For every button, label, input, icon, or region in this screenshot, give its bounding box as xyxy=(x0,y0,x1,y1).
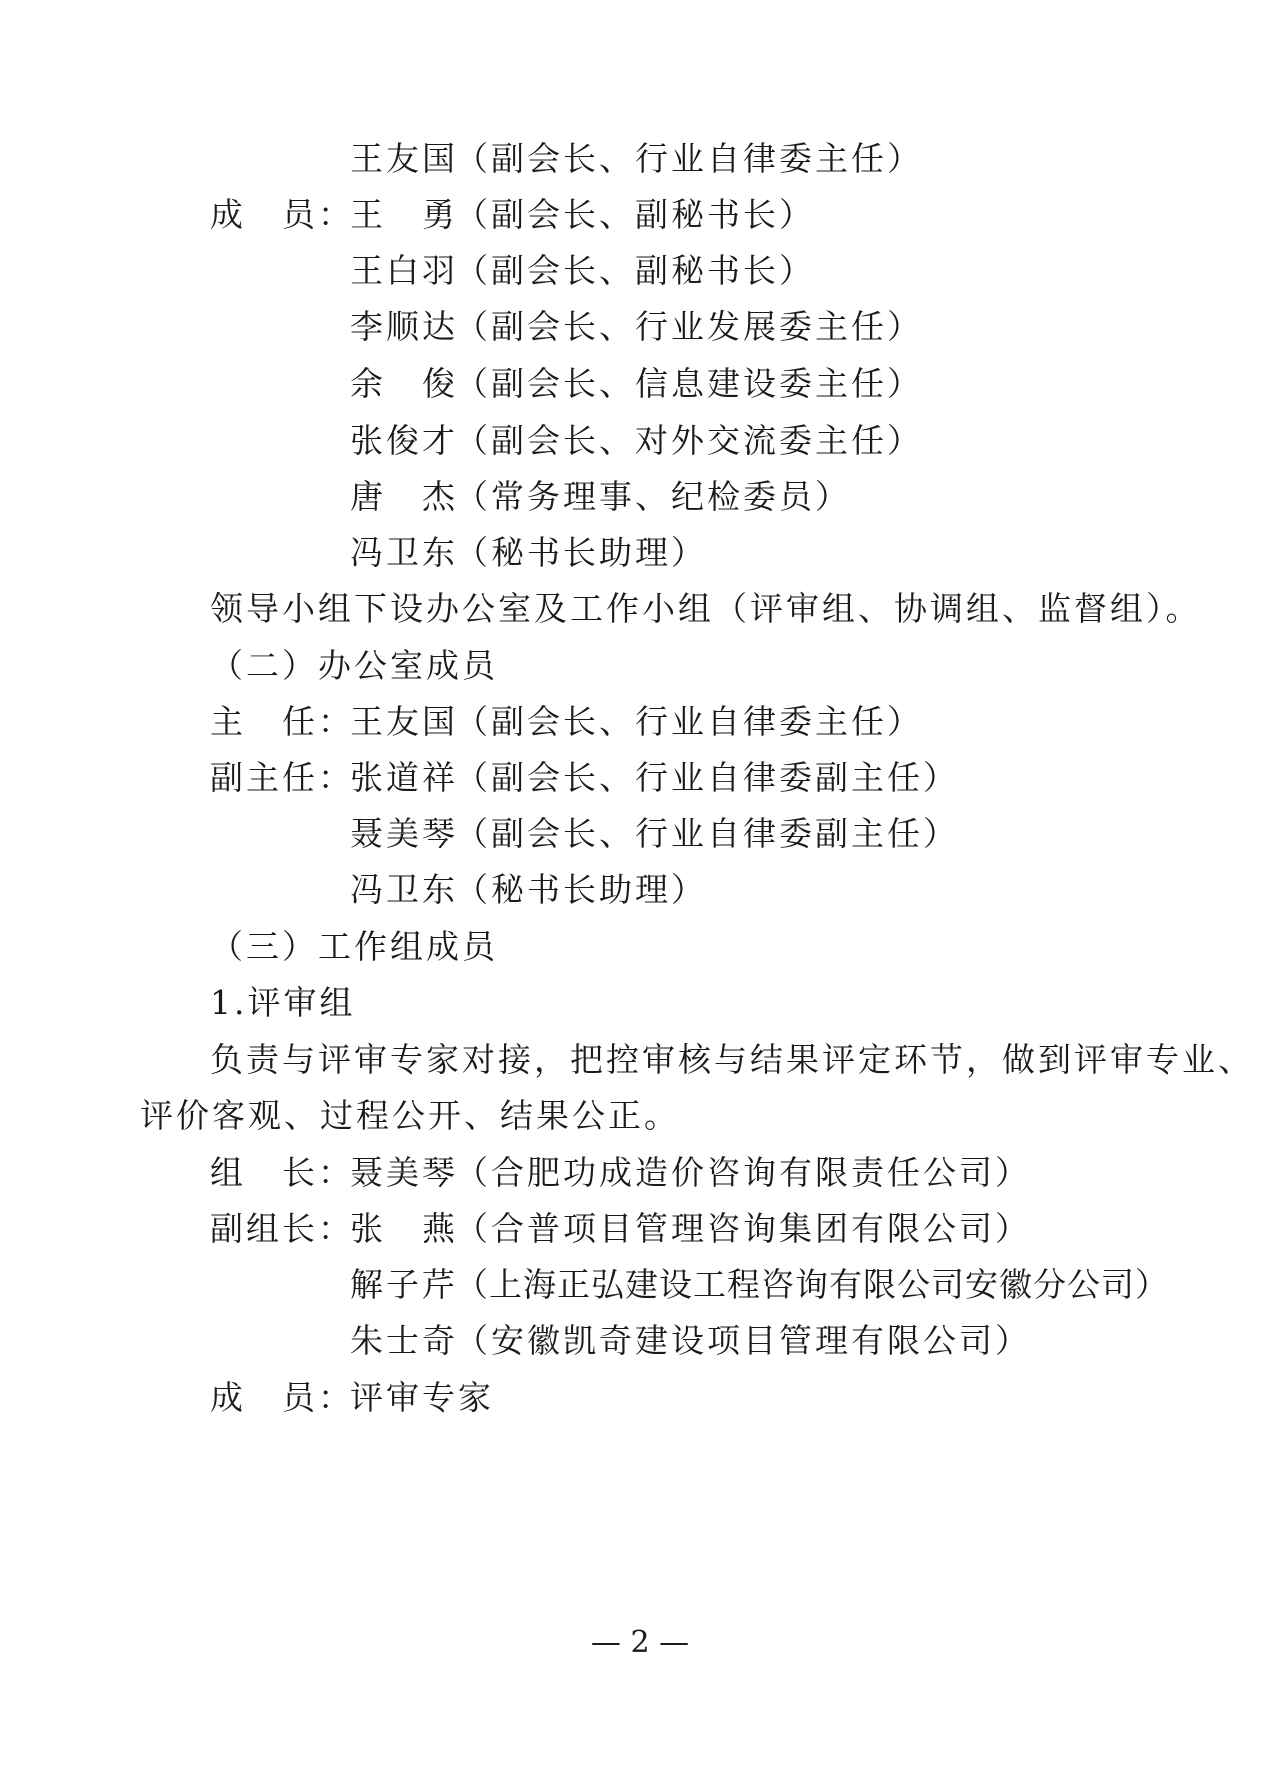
person-name: 张 燕 xyxy=(350,1209,458,1248)
role-label: 组 长： xyxy=(210,1153,354,1192)
person-name: 冯卫东 xyxy=(350,870,458,909)
role-label: 成 员： xyxy=(210,195,354,234)
person-role: （副会长、信息建设委主任） xyxy=(455,364,923,403)
person-org: （安徽凯奇建设项目管理有限公司） xyxy=(455,1321,1031,1360)
person-name: 朱士奇 xyxy=(350,1321,458,1360)
subsection-title: 1.评审组 xyxy=(210,983,356,1022)
person-role: （副会长、副秘书长） xyxy=(455,251,815,290)
person-name: 张俊才 xyxy=(350,421,458,460)
paragraph-line: 评价客观、过程公开、结果公正。 xyxy=(140,1096,680,1135)
person-name: 解子芹 xyxy=(350,1265,458,1304)
role-label: 成 员： xyxy=(210,1378,354,1417)
person-role: （副会长、对外交流委主任） xyxy=(455,421,923,460)
person-name: 李顺达 xyxy=(350,307,458,346)
person-role: （副会长、行业发展委主任） xyxy=(455,307,923,346)
person-name: 唐 杰 xyxy=(350,477,458,516)
person-name: 王白羽 xyxy=(350,251,458,290)
person-name: 聂美琴 xyxy=(350,814,458,853)
role-label: 副组长： xyxy=(210,1209,354,1248)
person-role: （副会长、行业自律委副主任） xyxy=(455,814,959,853)
person-role: （副会长、行业自律委主任） xyxy=(455,702,923,741)
person-name: 王友国 xyxy=(350,702,458,741)
person-role: （秘书长助理） xyxy=(455,533,707,572)
role-label: 副主任： xyxy=(210,758,354,797)
person-role: （副会长、副秘书长） xyxy=(455,195,815,234)
person-name: 张道祥 xyxy=(350,758,458,797)
section-heading: （三）工作组成员 xyxy=(210,927,498,966)
paragraph-line: 负责与评审专家对接，把控审核与结果评定环节，做到评审专业、 xyxy=(210,1040,1254,1079)
person-org: （上海正弘建设工程咨询有限公司安徽分公司） xyxy=(455,1265,1169,1304)
person-name: 王友国 xyxy=(350,139,458,178)
person-role: （副会长、行业自律委副主任） xyxy=(455,758,959,797)
person-role: （秘书长助理） xyxy=(455,870,707,909)
role-label: 主 任： xyxy=(210,702,354,741)
person-name: 评审专家 xyxy=(350,1378,494,1417)
person-role: （副会长、行业自律委主任） xyxy=(455,139,923,178)
person-role: （常务理事、纪检委员） xyxy=(455,477,851,516)
person-org: （合肥功成造价咨询有限责任公司） xyxy=(455,1153,1031,1192)
person-name: 余 俊 xyxy=(350,364,458,403)
section-heading: （二）办公室成员 xyxy=(210,646,498,685)
person-org: （合普项目管理咨询集团有限公司） xyxy=(455,1209,1031,1248)
page-number: — 2 — xyxy=(590,1625,690,1660)
paragraph-note: 领导小组下设办公室及工作小组（评审组、协调组、监督组）。 xyxy=(210,589,1202,628)
person-name: 王 勇 xyxy=(350,195,458,234)
person-name: 聂美琴 xyxy=(350,1153,458,1192)
person-name: 冯卫东 xyxy=(350,533,458,572)
